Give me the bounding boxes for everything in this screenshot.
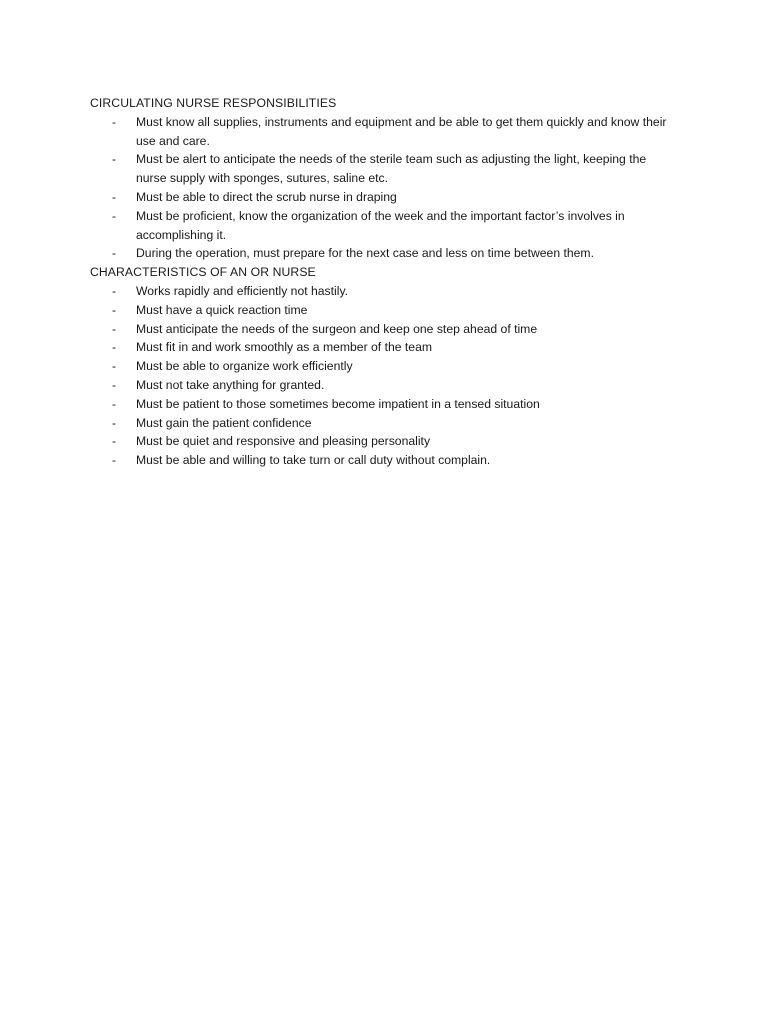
list-item: [90, 395, 680, 414]
list-item-text: Must be proficient, know the organization of the week and the important factor’s involves in accomplishing it.: [136, 208, 625, 242]
section-circulating-nurse-responsibilities: [90, 94, 680, 263]
list-item: [90, 301, 680, 320]
list-item: [90, 432, 680, 451]
list-item-text: Works rapidly and efficiently not hastily.: [136, 283, 349, 298]
bullet-dash: -: [112, 114, 117, 129]
bullet-dash: -: [112, 434, 117, 449]
list-item: [90, 282, 680, 301]
list-item: [90, 338, 680, 357]
list-item: [90, 207, 680, 245]
section-heading: CHARACTERISTICS OF AN OR NURSE: [90, 265, 316, 280]
list-item-text: Must be patient to those sometimes become impatient in a tensed situation: [136, 396, 540, 411]
list-item-text: During the operation, must prepare for the next case and less on time between them.: [136, 246, 594, 261]
list-item-text: Must be able to direct the scrub nurse in draping: [136, 189, 397, 204]
list-item-text: Must anticipate the needs of the surgeon and keep one step ahead of time: [136, 321, 538, 336]
bullet-dash: -: [112, 189, 117, 204]
list-item-text: Must have a quick reaction time: [136, 302, 308, 317]
bullet-dash: -: [112, 453, 117, 468]
bullet-dash: -: [112, 359, 117, 374]
list-item: [90, 376, 680, 395]
list-item: [90, 150, 680, 188]
bullet-dash: -: [112, 208, 117, 223]
list-item: [90, 113, 680, 151]
bullet-list: [90, 282, 680, 470]
list-item-text: Must gain the patient confidence: [136, 415, 312, 430]
list-item-text: Must be alert to anticipate the needs of the sterile team such as adjusting the light, keeping the nurse supply with sponges, sutures, saline etc.: [136, 152, 647, 186]
bullet-list: [90, 113, 680, 263]
document-body: [90, 94, 680, 470]
list-item: [90, 414, 680, 433]
bullet-dash: -: [112, 152, 117, 167]
bullet-dash: -: [112, 302, 117, 317]
bullet-dash: -: [112, 396, 117, 411]
bullet-dash: -: [112, 377, 117, 392]
bullet-dash: -: [112, 283, 117, 298]
list-item-text: Must fit in and work smoothly as a member of the team: [136, 340, 433, 355]
bullet-dash: -: [112, 415, 117, 430]
list-item: [90, 357, 680, 376]
list-item: [90, 244, 680, 263]
list-item: [90, 451, 680, 470]
list-item-text: Must not take anything for granted.: [136, 377, 325, 392]
bullet-dash: -: [112, 246, 117, 261]
bullet-dash: -: [112, 340, 117, 355]
section-heading: CIRCULATING NURSE RESPONSIBILITIES: [90, 96, 337, 110]
list-item: [90, 188, 680, 207]
section-characteristics-of-or-nurse: [90, 263, 680, 470]
list-item-text: Must be able to organize work efficiently: [136, 359, 353, 374]
list-item-text: Must be able and willing to take turn or call duty without complain.: [136, 453, 491, 468]
list-item: [90, 320, 680, 339]
list-item-text: Must be quiet and responsive and pleasing personality: [136, 434, 431, 449]
list-item-text: Must know all supplies, instruments and equipment and be able to get them quickly and know their use and care.: [136, 114, 667, 148]
bullet-dash: -: [112, 321, 117, 336]
